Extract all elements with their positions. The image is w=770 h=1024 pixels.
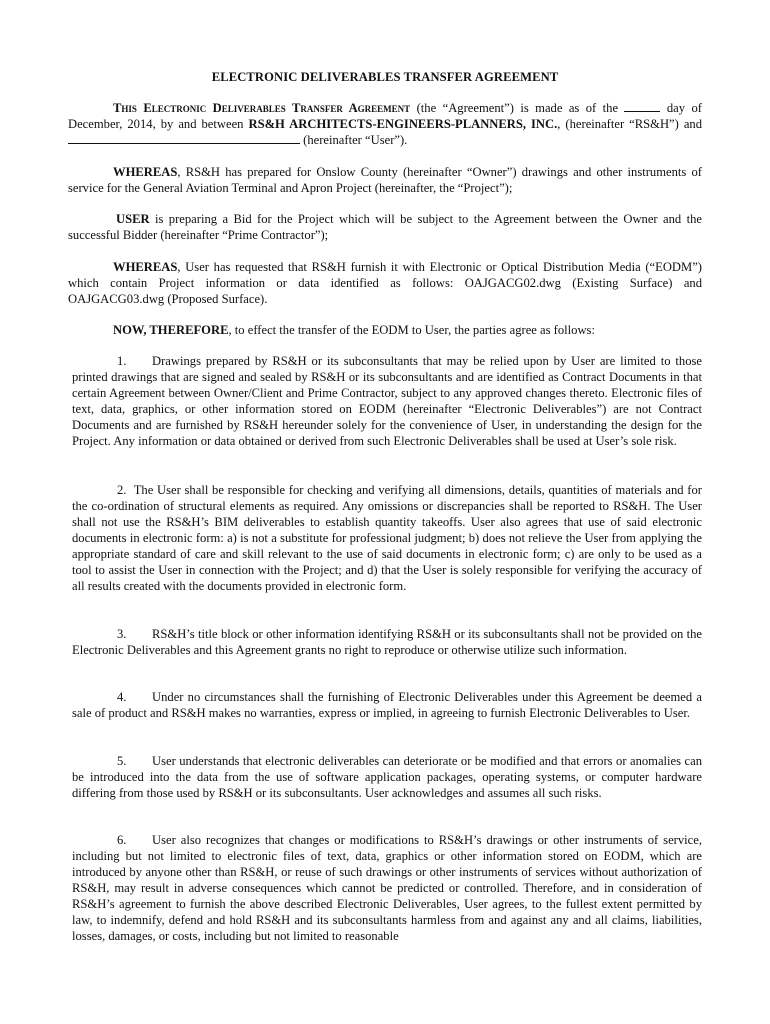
intro-text-4: (hereinafter “User”). <box>300 133 408 147</box>
whereas-paragraph-2 <box>68 259 702 307</box>
intro-text-3: , (hereinafter “RS&H”) and <box>557 117 703 131</box>
clause-text: The User shall be responsible for checking and verifying all dimensions, details, quantities of materials and for the co-ordination of structural elements as required. Any omissions or discrepancies shall be reported to RS&H. The User shall not use the RS&H’s BIM deliverables to establish quantity takeoffs. User also agrees that use of said electronic documents in electronic form: a) is not a substitute for professional judgment; b) does not relieve the User from applying the appropriate standard of care and skill relevant to the use of said documents in electronic form; c) are only to be used as a tool to assist the User in connection with the Project; and d) that the User is solely responsible for verifying the accuracy of all results created with the documents provided in electronic form. <box>72 483 702 593</box>
clause-number: 2. <box>117 483 127 497</box>
user-text: is preparing a Bid for the Project which will be subject to the Agreement between the Owner and the successful Bidder (hereinafter “Prime Contractor”); <box>68 212 702 242</box>
now-therefore-lead: NOW, THEREFORE <box>113 323 229 337</box>
clause-6 <box>72 832 702 944</box>
clause-number: 3. <box>117 627 127 641</box>
clause-text: Under no circumstances shall the furnishing of Electronic Deliverables under this Agreement be deemed a sale of product and RS&H makes no warranties, express or implied, in agreeing to furnish Electronic Deliverables to User. <box>72 690 702 720</box>
whereas-1-lead: WHEREAS <box>113 165 178 179</box>
whereas-1-text: , RS&H has prepared for Onslow County (hereinafter “Owner”) drawings and other instruments of service for the General Aviation Terminal and Apron Project (hereinafter, the “Project”); <box>68 165 702 195</box>
intro-text-1: (the “Agreement”) is made as of the <box>410 101 625 115</box>
clause-number: 4. <box>117 690 127 704</box>
clause-1 <box>72 353 702 449</box>
clause-number: 1. <box>117 354 127 368</box>
clause-text: User understands that electronic deliverables can deteriorate or be modified and that errors or anomalies can be introduced into the data from the use of software application packages, operating systems, or computer hardware differing from those used by RS&H or its subconsultants. User acknowledges and assumes all such risks. <box>72 754 702 800</box>
whereas-2-text: , User has requested that RS&H furnish it with Electronic or Optical Distribution Media (“EODM”) which contain Project information or data identified as follows: OAJGACG02.dwg (Existing Surface) and OAJGACG03.dwg (Proposed Surface). <box>68 260 702 306</box>
clause-text: RS&H’s title block or other information identifying RS&H or its subconsultants shall not be provided on the Electronic Deliverables and this Agreement grants no right to reproduce or otherwise utilize such information. <box>72 627 702 657</box>
date-blank[interactable] <box>624 100 660 112</box>
clause-2 <box>72 482 702 594</box>
whereas-paragraph-1 <box>68 164 702 196</box>
user-lead: USER <box>116 212 150 226</box>
whereas-2-lead: WHEREAS <box>113 260 178 274</box>
intro-lead: This Electronic Deliverables Transfer Agreement <box>113 101 411 115</box>
now-therefore-text: , to effect the transfer of the EODM to User, the parties agree as follows: <box>228 323 595 337</box>
clause-number: 5. <box>117 754 127 768</box>
document-title: ELECTRONIC DELIVERABLES TRANSFER AGREEMENT <box>211 70 559 84</box>
clause-text: User also recognizes that changes or modifications to RS&H’s drawings or other instruments of service, including but not limited to electronic files of text, data, graphics or other information stored on EODM, which are introduced by anyone other than RS&H, or reuse of such drawings or other instruments of services without authorization of RS&H, may result in adverse consequences which cannot be predicted or controlled. Therefore, and in consideration of RS&H’s agreement to furnish the above described Electronic Deliverables, User agrees, to the fullest extent permitted by law, to indemnify, defend and hold RS&H and its subconsultants harmless from and against any and all claims, liabilities, losses, damages, or costs, including but not limited to reasonable <box>72 833 702 943</box>
user-name-blank[interactable] <box>68 132 300 144</box>
intro-text-2: day of December, 2014, by and between <box>68 101 702 131</box>
clause-3 <box>72 626 702 658</box>
intro-paragraph <box>68 100 702 148</box>
clause-4 <box>72 689 702 721</box>
now-therefore-paragraph <box>68 322 702 338</box>
clause-5 <box>72 753 702 801</box>
user-paragraph <box>68 211 702 243</box>
firm-name: RS&H ARCHITECTS-ENGINEERS-PLANNERS, INC. <box>248 117 558 131</box>
clause-text: Drawings prepared by RS&H or its subconsultants that may be relied upon by User are limited to those printed drawings that are signed and sealed by RS&H or its subconsultants and are identified as Contract Documents in that certain Agreement between Owner/Client and Prime Contractor, subject to any approved changes thereto. Electronic files of text, data, graphics, or other information stored on EODM (hereinafter “Electronic Deliverables”) are not Contract Documents and are furnished by RS&H hereunder solely for the convenience of User, in understanding the design for the Project. Any information or data obtained or derived from such Electronic Deliverables shall be used at User’s sole risk. <box>72 354 702 448</box>
clause-number: 6. <box>117 833 127 847</box>
